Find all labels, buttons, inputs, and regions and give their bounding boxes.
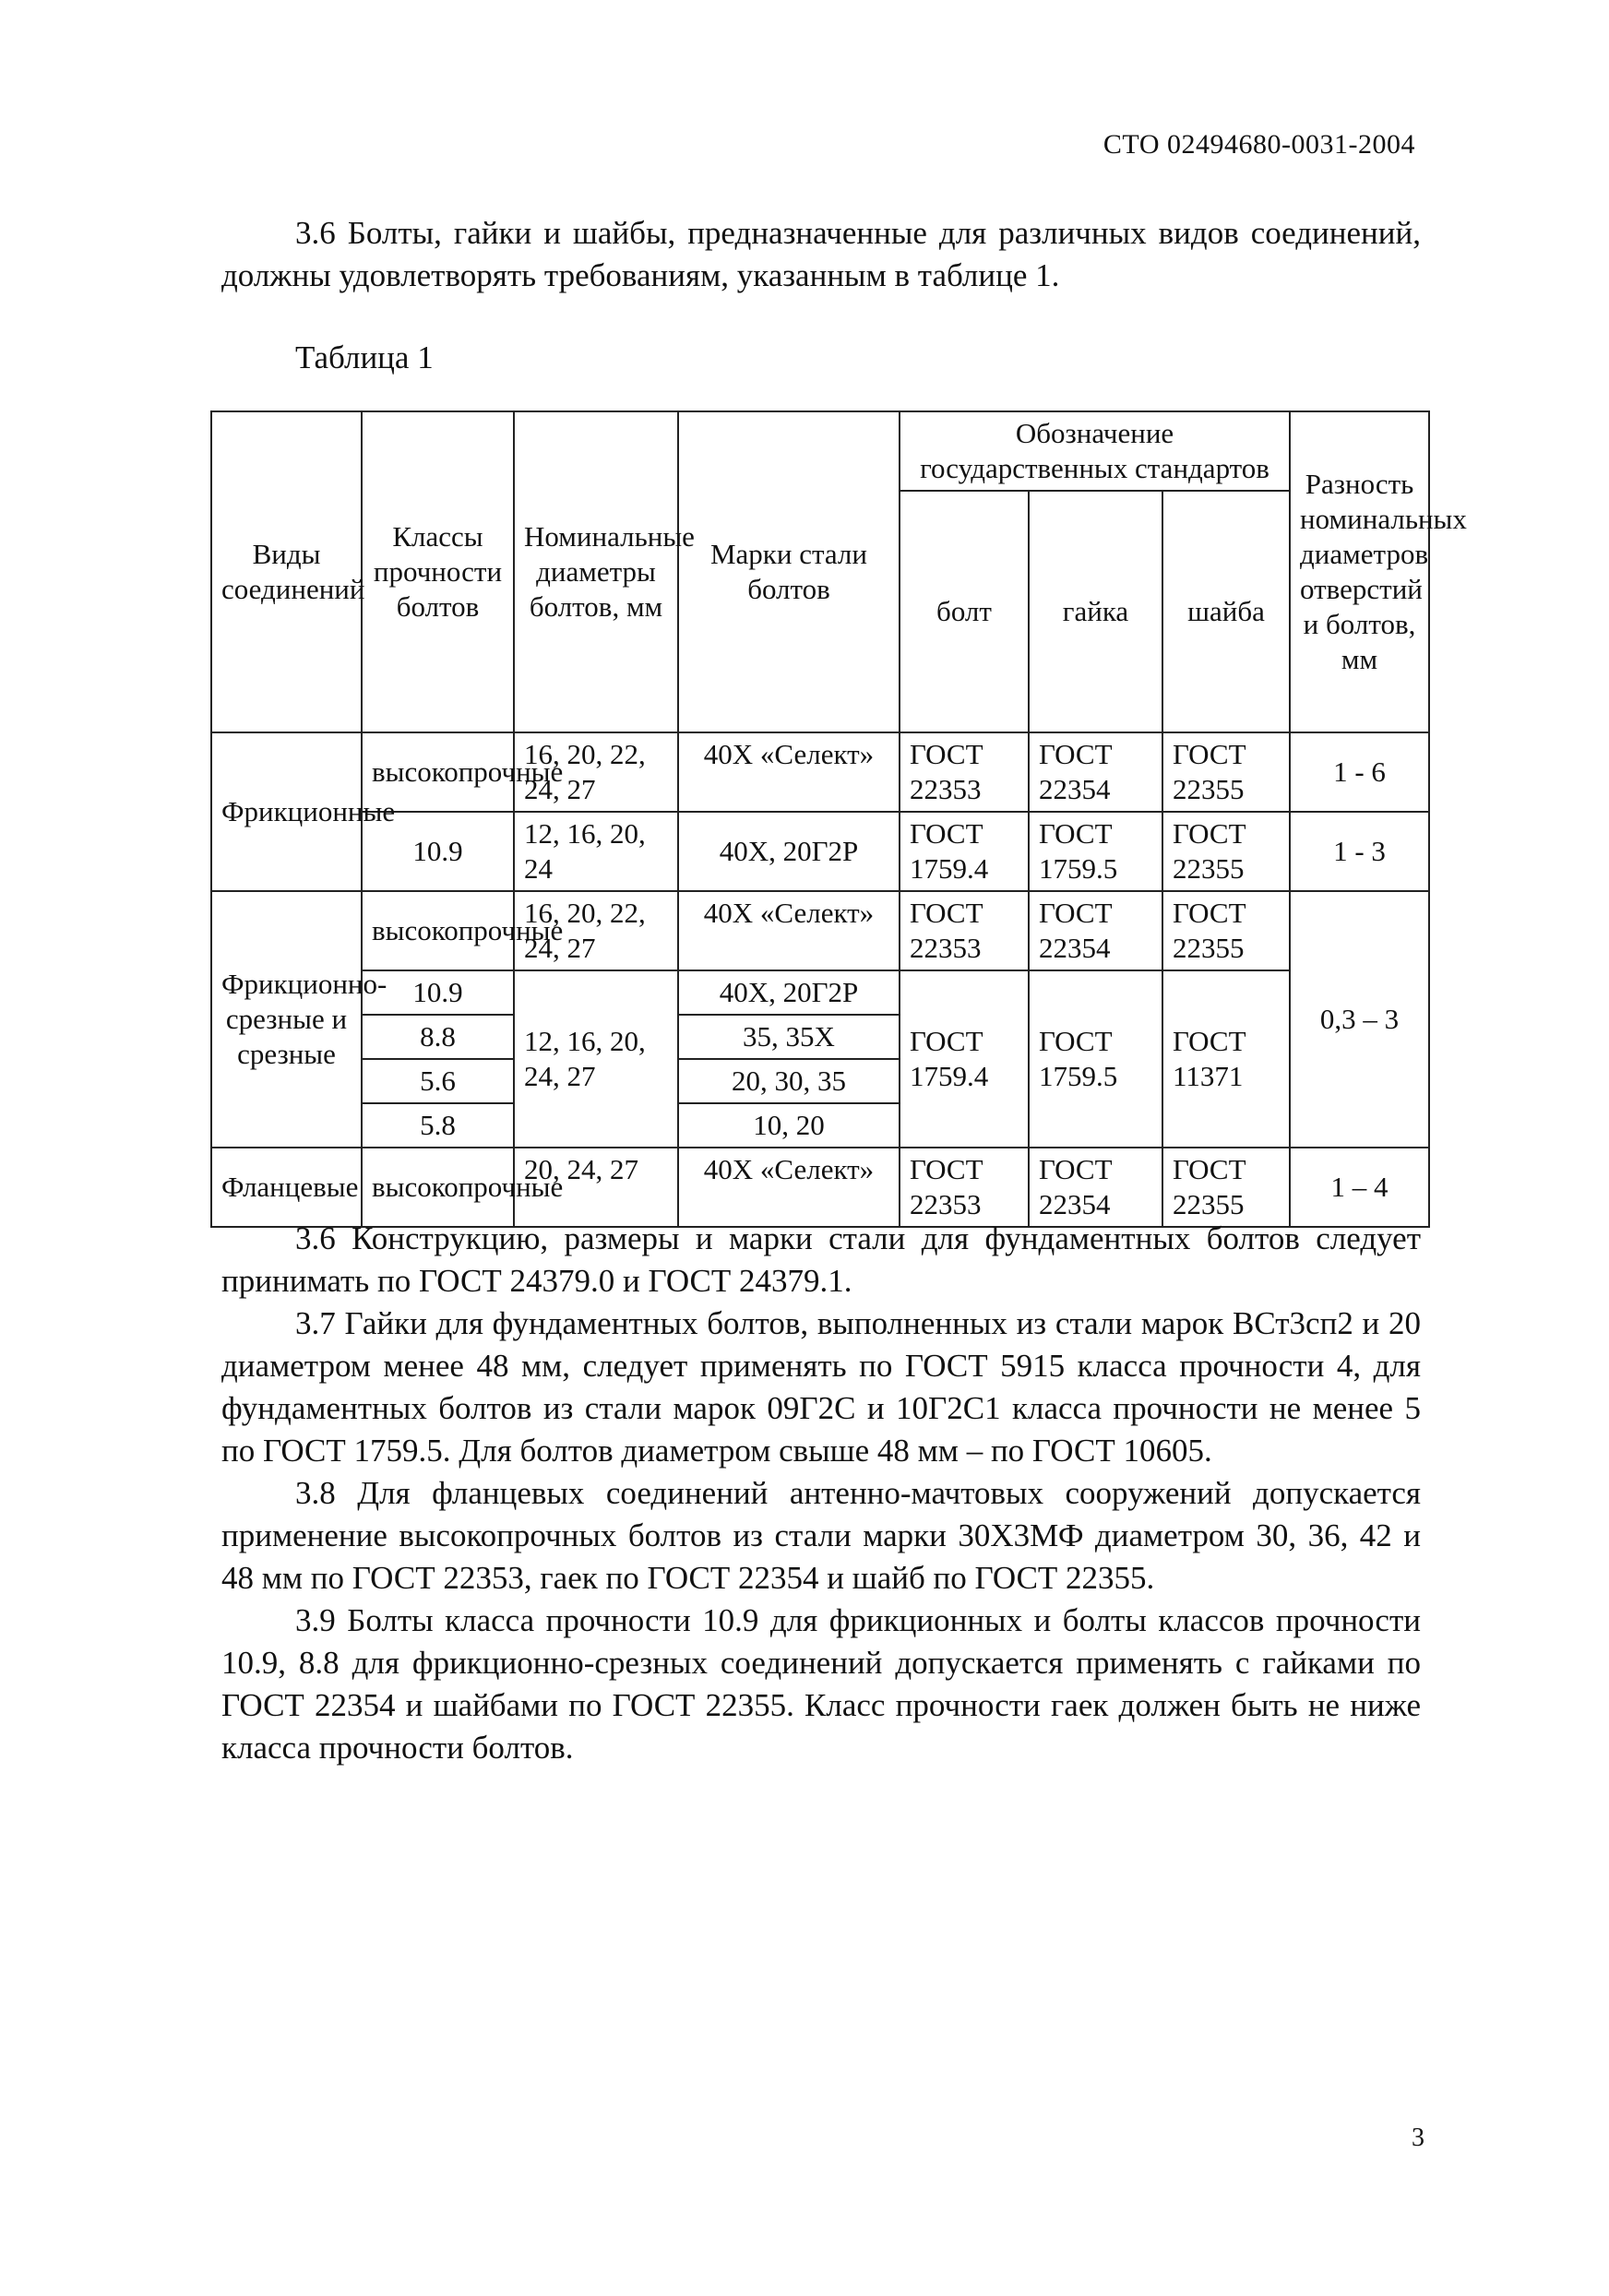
- table-row: [211, 732, 1429, 812]
- cell-diameters: 20, 24, 27: [514, 1148, 678, 1227]
- table-row: [211, 1148, 1429, 1227]
- cell-connection-type: Фланцевые: [211, 1148, 362, 1227]
- table-row: [211, 891, 1429, 970]
- cell-bolt-standard: ГОСТ 22353: [900, 732, 1029, 812]
- cell-strength-class: высокопрочные: [362, 891, 514, 970]
- cell-diameter-difference: 1 - 6: [1290, 732, 1429, 812]
- cell-bolt-standard: ГОСТ 1759.4: [900, 970, 1029, 1148]
- cell-strength-class: 5.8: [362, 1103, 514, 1148]
- paragraph-3-8: 3.8 Для фланцевых соединений антенно-мачтовых сооружений допускается применение высокопрочных болтов из стали марки 30Х3МФ диаметром 30, 36, 42 и 48 мм по ГОСТ 22353, гаек по ГОСТ 22354 и шайб по ГОСТ 22355.: [221, 1475, 1421, 1596]
- cell-nut-standard: ГОСТ 22354: [1029, 891, 1162, 970]
- page-number: 3: [1412, 2124, 1424, 2152]
- cell-strength-class: высокопрочные: [362, 732, 514, 812]
- paragraph-3-9: 3.9 Болты класса прочности 10.9 для фрикционных и болты классов прочности 10.9, 8.8 для фрикционно-срезных соединений допускается применять с гайками по ГОСТ 22354 и шайбами по ГОСТ 22355. Класс прочности гаек должен быть не ниже класса прочности болтов.: [221, 1602, 1421, 1766]
- cell-nut-standard: ГОСТ 1759.5: [1029, 812, 1162, 891]
- body-section: [221, 1218, 1421, 1769]
- cell-steel: 35, 35Х: [678, 1015, 900, 1059]
- header-nut: гайка: [1029, 491, 1162, 732]
- paragraph-3-7: 3.7 Гайки для фундаментных болтов, выполненных из стали марок ВСт3сп2 и 20 диаметром менее 48 мм, следует применять по ГОСТ 5915 класса прочности 4, для фундаментных болтов из стали марок 09Г2С и 10Г2С1 класса прочности не менее 5 по ГОСТ 1759.5. Для болтов диаметром свыше 48 мм – по ГОСТ 10605.: [221, 1305, 1421, 1469]
- paragraph-3-6-intro: 3.6 Болты, гайки и шайбы, предназначенные для различных видов соединений, должны удовлетворять требованиям, указанным в таблице 1.: [221, 215, 1421, 293]
- cell-nut-standard: ГОСТ 1759.5: [1029, 970, 1162, 1148]
- cell-strength-class: 10.9: [362, 970, 514, 1015]
- intro-section: [221, 212, 1421, 297]
- cell-bolt-standard: ГОСТ 1759.4: [900, 812, 1029, 891]
- cell-diameter-difference: 0,3 – 3: [1290, 891, 1429, 1148]
- cell-diameters: 12, 16, 20, 24: [514, 812, 678, 891]
- header-strength-class: Классы прочности болтов: [362, 411, 514, 732]
- cell-diameters: 16, 20, 22, 24, 27: [514, 732, 678, 812]
- cell-washer-standard: ГОСТ 22355: [1162, 891, 1290, 970]
- cell-connection-type: Фрикционные: [211, 732, 362, 891]
- cell-steel: 20, 30, 35: [678, 1059, 900, 1103]
- cell-strength-class: высокопрочные: [362, 1148, 514, 1227]
- cell-washer-standard: ГОСТ 22355: [1162, 1148, 1290, 1227]
- header-connection-type: Виды соединений: [211, 411, 362, 732]
- cell-steel: 40Х, 20Г2Р: [678, 970, 900, 1015]
- table-caption: Таблица 1: [295, 339, 434, 375]
- table-row: [211, 970, 1429, 1015]
- header-bolt: болт: [900, 491, 1029, 732]
- cell-bolt-standard: ГОСТ 22353: [900, 1148, 1029, 1227]
- cell-strength-class: 5.6: [362, 1059, 514, 1103]
- header-nominal-diameters: Номинальные диаметры болтов, мм: [514, 411, 678, 732]
- header-diameter-difference: Разность номинальных диаметров отверстий и болтов, мм: [1290, 411, 1429, 732]
- cell-diameters: 16, 20, 22, 24, 27: [514, 891, 678, 970]
- cell-nut-standard: ГОСТ 22354: [1029, 732, 1162, 812]
- cell-steel: 40Х, 20Г2Р: [678, 812, 900, 891]
- table-header-row: [211, 411, 1429, 491]
- cell-nut-standard: ГОСТ 22354: [1029, 1148, 1162, 1227]
- cell-connection-type: Фрикционно-срезные и срезные: [211, 891, 362, 1148]
- header-state-standards: Обозначение государственных стандартов: [900, 411, 1290, 491]
- cell-bolt-standard: ГОСТ 22353: [900, 891, 1029, 970]
- cell-strength-class: 10.9: [362, 812, 514, 891]
- cell-steel: 40Х «Селект»: [678, 732, 900, 812]
- cell-steel: 40Х «Селект»: [678, 891, 900, 970]
- cell-diameters: 12, 16, 20, 24, 27: [514, 970, 678, 1148]
- cell-strength-class: 8.8: [362, 1015, 514, 1059]
- cell-washer-standard: ГОСТ 11371: [1162, 970, 1290, 1148]
- document-code: СТО 02494680-0031-2004: [1102, 129, 1415, 160]
- cell-steel: 10, 20: [678, 1103, 900, 1148]
- cell-diameter-difference: 1 - 3: [1290, 812, 1429, 891]
- bolts-requirements-table: [210, 410, 1467, 1228]
- header-steel-grades: Марки стали болтов: [678, 411, 900, 732]
- cell-washer-standard: ГОСТ 22355: [1162, 812, 1290, 891]
- cell-diameter-difference: 1 – 4: [1290, 1148, 1429, 1227]
- cell-washer-standard: ГОСТ 22355: [1162, 732, 1290, 812]
- header-washer: шайба: [1162, 491, 1290, 732]
- cell-steel: 40Х «Селект»: [678, 1148, 900, 1227]
- paragraph-3-6-foundation: 3.6 Конструкцию, размеры и марки стали для фундаментных болтов следует принимать по ГОСТ 24379.0 и ГОСТ 24379.1.: [221, 1220, 1421, 1299]
